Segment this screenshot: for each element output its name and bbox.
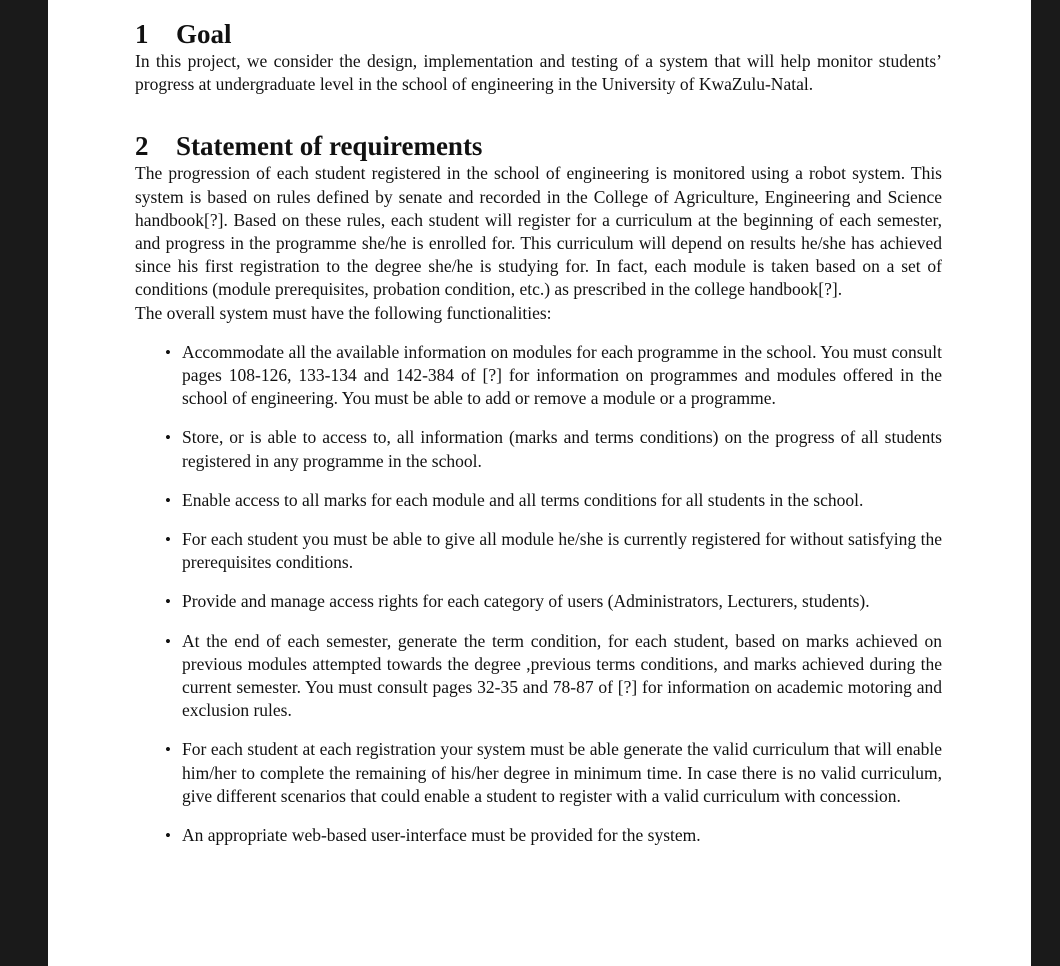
list-item-text: Store, or is able to access to, all information (marks and terms conditions) on the progress of all students registered in any programme in the school.: [182, 427, 942, 471]
section-number: 1: [135, 19, 149, 49]
bullet-icon: •: [165, 740, 171, 760]
bullet-icon: •: [165, 530, 171, 550]
bullet-icon: •: [165, 490, 171, 510]
list-item: [135, 341, 942, 411]
list-item-text: Enable access to all marks for each module and all terms conditions for all students in the school.: [182, 489, 864, 510]
bullet-icon: •: [165, 826, 171, 846]
bullet-icon: •: [165, 342, 171, 362]
bullet-icon: •: [165, 428, 171, 448]
document-page: [48, 0, 1031, 966]
section-number: 2: [135, 131, 149, 162]
list-item-text: Provide and manage access rights for each category of users (Administrators, Lecturers, students).: [182, 591, 870, 612]
list-item-text: An appropriate web-based user-interface must be provided for the system.: [182, 825, 701, 846]
list-item-text: For each student you must be able to give all module he/she is currently registered for without satisfying the prerequisites conditions.: [182, 529, 942, 573]
functionalities-list: [135, 341, 942, 847]
list-item: [135, 426, 942, 472]
bullet-icon: •: [165, 592, 171, 612]
section-heading-goal: [135, 19, 942, 50]
list-item-text: At the end of each semester, generate the term condition, for each student, based on marks achieved on previous modules attempted towards the degree ,previous terms conditions, and marks achieved during the current semester. You must consult pages 32-35 and 78-87 of [?] for information on academic motoring and exclusion rules.: [182, 630, 942, 721]
page-content: [135, 0, 942, 863]
section-title: Goal: [176, 19, 232, 49]
section-heading-requirements: [135, 131, 942, 162]
requirements-paragraph: The progression of each student registered in the school of engineering is monitored using a robot system. This system is based on rules defined by senate and recorded in the College of Agriculture, Engineering and Science handbook[?]. Based on these rules, each student will register for a curriculum at the beginning of each semester, and progress in the programme she/he is enrolled for. This curriculum will depend on results he/she has achieved since his first registration to the degree she/he is studying for. In fact, each module is taken based on a set of conditions (module prerequisites, probation condition, etc.) as prescribed in the college handbook[?].: [135, 163, 942, 300]
list-item: [135, 630, 942, 723]
list-item: [135, 590, 942, 613]
list-item-text: Accommodate all the available information on modules for each programme in the school. You must consult pages 108-126, 133-134 and 142-384 of [?] for information on programmes and modules offered in the school of engineering. You must be able to add or remove a module or a programme.: [182, 341, 942, 409]
list-item: [135, 738, 942, 808]
functionalities-intro: The overall system must have the following functionalities:: [135, 302, 552, 323]
bullet-icon: •: [165, 631, 171, 651]
list-item: [135, 528, 942, 574]
list-item-text: For each student at each registration your system must be able generate the valid curriculum that will enable him/her to complete the remaining of his/her degree in minimum time. In case there is no valid curriculum, give different scenarios that could enable a student to register with a valid curriculum with concession.: [182, 739, 942, 806]
list-item: [135, 824, 942, 847]
goal-paragraph: In this project, we consider the design, implementation and testing of a system that will help monitor students’ progress at undergraduate level in the school of engineering in the University of KwaZulu-Natal.: [135, 51, 942, 95]
section-title: Statement of requirements: [176, 131, 483, 162]
list-item: [135, 489, 942, 512]
